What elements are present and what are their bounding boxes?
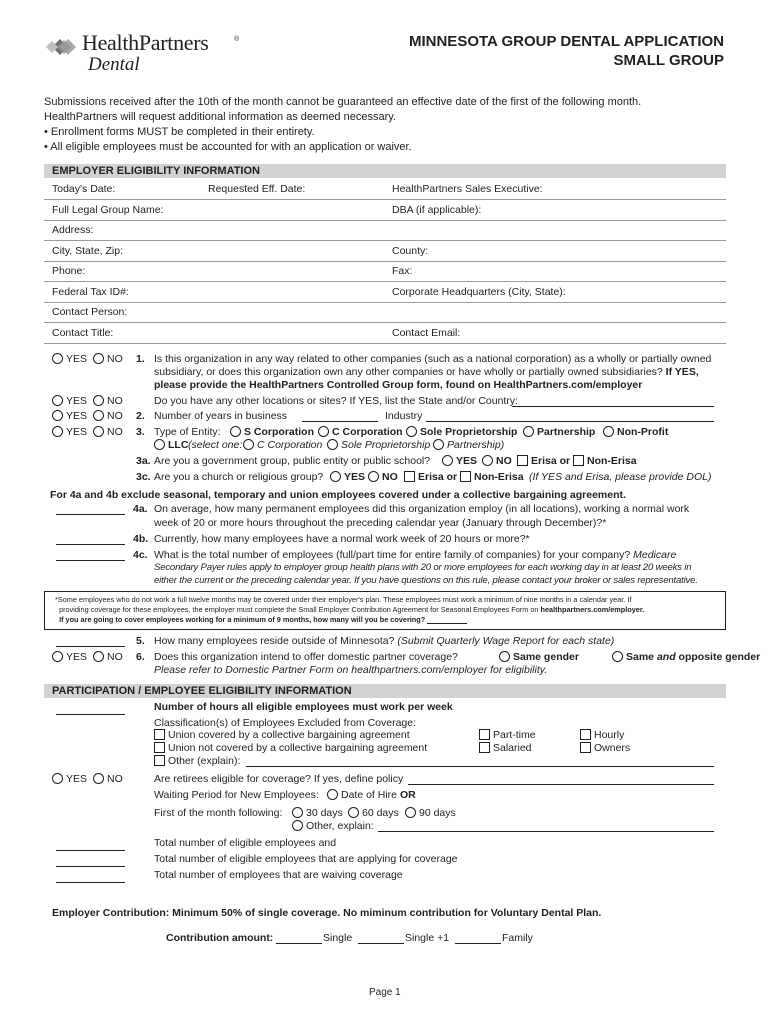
- q1-line-2: subsidiary, or does this organization own any other companies or have wholly or partially owned subsidiaries? If YES,: [154, 366, 699, 378]
- radio-icon: [482, 455, 493, 466]
- radio-icon: [52, 426, 63, 437]
- employer-contribution-text: Employer Contribution: Minimum 50% of single coverage. No miminum contribution for Voluntary Dental Plan.: [52, 907, 602, 919]
- label-contact-person: Contact Person:: [52, 306, 128, 318]
- entity-c-corp-radio[interactable]: C Corporation: [318, 426, 403, 438]
- q6-yes-radio[interactable]: YES: [52, 651, 87, 663]
- q1-line-1: Is this organization in any way related to other companies (such as a national corporation) as a wholly or partially owned: [154, 353, 712, 365]
- other-locations-yes-radio[interactable]: YES: [52, 395, 87, 407]
- divider: [44, 199, 726, 200]
- entity-llc-radio[interactable]: LLC: [154, 439, 188, 451]
- checkbox-icon: [479, 742, 490, 753]
- logo-registered: ®: [234, 36, 240, 43]
- checkbox-icon: [580, 742, 591, 753]
- q3c-number: 3c.: [136, 471, 151, 483]
- label-requested-eff-date: Requested Eff. Date:: [208, 183, 306, 195]
- union-covered-checkbox[interactable]: Union covered by a collective bargaining agreement: [154, 729, 410, 741]
- family-input[interactable]: [455, 932, 501, 944]
- total-waiving-input[interactable]: [56, 871, 125, 883]
- radio-icon: [93, 426, 104, 437]
- total-eligible-label: Total number of eligible employees and: [154, 837, 337, 849]
- owners-checkbox[interactable]: Owners: [580, 742, 630, 754]
- 60-days-radio[interactable]: 60 days: [348, 807, 399, 819]
- label-contact-title: Contact Title:: [52, 327, 114, 339]
- other-locations-no-radio[interactable]: NO: [93, 395, 123, 407]
- radio-icon: [52, 410, 63, 421]
- radio-icon: [292, 807, 303, 818]
- q3-yes-radio[interactable]: YES: [52, 426, 87, 438]
- q4a-input[interactable]: [56, 503, 125, 515]
- checkbox-icon: [460, 471, 471, 482]
- other-locations-input[interactable]: [512, 395, 714, 407]
- radio-icon: [442, 455, 453, 466]
- intro-line-4: • All eligible employees must be accounted for with an application or waiver.: [44, 141, 412, 153]
- form-subtitle: SMALL GROUP: [613, 52, 724, 69]
- q4c-line-1: What is the total number of employees (full/part time for entire family of companies) for your company? Medicare: [154, 549, 677, 561]
- section-employer-heading: EMPLOYER ELIGIBILITY INFORMATION: [44, 164, 726, 178]
- intro-line-3: • Enrollment forms MUST be completed in their entirety.: [44, 126, 315, 138]
- radio-icon: [368, 471, 379, 482]
- radio-icon: [93, 651, 104, 662]
- 30-days-radio[interactable]: 30 days: [292, 807, 343, 819]
- label-sales-exec: HealthPartners Sales Executive:: [392, 183, 543, 195]
- q2-number: 2.: [136, 410, 145, 422]
- radio-icon: [612, 651, 623, 662]
- years-in-business-input[interactable]: [302, 410, 378, 422]
- waiting-period-label: Waiting Period for New Employees:: [154, 789, 319, 801]
- q4c-line-3: either the current or the preceding calendar year. If you have questions on this rule, please contact your broker or sales representative.: [154, 575, 698, 586]
- radio-icon: [52, 395, 63, 406]
- industry-input[interactable]: [426, 410, 714, 422]
- q1-no-radio[interactable]: NO: [93, 353, 123, 365]
- total-applying-input[interactable]: [56, 855, 125, 867]
- q2-question: Number of years in business: [154, 410, 288, 422]
- q3-no-radio[interactable]: NO: [93, 426, 123, 438]
- single-plus-one-input[interactable]: [358, 932, 404, 944]
- divider: [44, 281, 726, 282]
- radio-icon: [523, 426, 534, 437]
- other-waiting-input[interactable]: [378, 820, 714, 832]
- q4b-input[interactable]: [56, 533, 125, 545]
- q6-same-opposite-radio[interactable]: Same and opposite gender: [612, 651, 760, 663]
- label-contact-email: Contact Email:: [392, 327, 461, 339]
- q3c-non-erisa-checkbox[interactable]: Non-Erisa: [460, 471, 524, 483]
- label-fax: Fax:: [392, 265, 413, 277]
- radio-icon: [243, 439, 254, 450]
- q3a-question: Are you a government group, public entity or public school?: [154, 455, 431, 467]
- llc-partnership-radio[interactable]: Partnership): [433, 439, 504, 451]
- divider: [44, 261, 726, 262]
- radio-icon: [93, 395, 104, 406]
- radio-icon: [52, 353, 63, 364]
- divider: [44, 343, 726, 344]
- llc-sole-prop-radio[interactable]: Sole Proprietorship: [327, 439, 430, 451]
- intro-line-1: Submissions received after the 10th of the month cannot be guaranteed an effective date of the first of the following month.: [44, 96, 642, 108]
- parttime-checkbox[interactable]: Part-time: [479, 729, 536, 741]
- q4c-line-2: Secondary Payer rules apply to employer group health plans with 20 or more employees for each working day in at least 20 weeks in: [154, 562, 692, 573]
- q6-same-gender-radio[interactable]: Same gender: [499, 651, 579, 663]
- other-waiting-radio[interactable]: Other, explain:: [292, 820, 374, 832]
- retirees-no-radio[interactable]: NO: [93, 773, 123, 785]
- union-not-covered-checkbox[interactable]: Union not covered by a collective bargaining agreement: [154, 742, 427, 754]
- family-label: Family: [502, 932, 533, 944]
- note-line-2: providing coverage for these employees, the employer must complete the Small Employer Contribution Agreement for Seasonal Employees Form on healthpartners.com/employer.: [59, 605, 645, 614]
- retirees-yes-radio[interactable]: YES: [52, 773, 87, 785]
- label-city-state-zip: City, State, Zip:: [52, 245, 123, 257]
- form-title: MINNESOTA GROUP DENTAL APPLICATION: [408, 33, 724, 50]
- note-line-3: If you are going to cover employees working for a minimum of 9 months, how many will you be covering?: [55, 615, 715, 625]
- label-county: County:: [392, 245, 429, 257]
- q5-question: How many employees reside outside of Minnesota? (Submit Quarterly Wage Report for each state): [154, 635, 615, 647]
- q6-number: 6.: [136, 651, 145, 663]
- q4a-number: 4a.: [133, 503, 148, 515]
- q6-note: Please refer to Domestic Partner Form on healthpartners.com/employer for eligibility.: [154, 664, 548, 676]
- checkbox-icon: [154, 729, 165, 740]
- logo-text: HealthPartners: [82, 30, 209, 55]
- checkbox-icon: [573, 455, 584, 466]
- hours-label: Number of hours all eligible employees must work per week: [154, 701, 453, 713]
- label-legal-name: Full Legal Group Name:: [52, 204, 164, 216]
- q3a-erisa-checkbox[interactable]: Erisa or: [517, 455, 570, 467]
- retirees-policy-input[interactable]: [408, 773, 714, 785]
- date-of-hire-radio[interactable]: Date of Hire OR: [327, 789, 416, 801]
- q6-question: Does this organization intend to offer domestic partner coverage?: [154, 651, 458, 663]
- entity-nonprofit-radio[interactable]: Non-Profit: [603, 426, 668, 438]
- hours-input[interactable]: [56, 703, 125, 715]
- single-label: Single: [323, 932, 353, 944]
- q5-input[interactable]: [56, 635, 125, 647]
- q3c-question: Are you a church or religious group?: [154, 471, 324, 483]
- llc-select-label: (select one:: [188, 439, 243, 451]
- label-corporate-hq: Corporate Headquarters (City, State):: [392, 286, 566, 298]
- radio-icon: [433, 439, 444, 450]
- checkbox-icon: [154, 755, 165, 766]
- total-applying-label: Total number of eligible employees that are applying for coverage: [154, 853, 458, 865]
- radio-icon: [230, 426, 241, 437]
- q3c-erisa-checkbox[interactable]: Erisa or: [404, 471, 457, 483]
- radio-icon: [93, 773, 104, 784]
- single-input[interactable]: [276, 932, 322, 944]
- 90-days-radio[interactable]: 90 days: [405, 807, 456, 819]
- q5-number: 5.: [136, 635, 145, 647]
- radio-icon: [154, 439, 165, 450]
- q2-no-radio[interactable]: NO: [93, 410, 123, 422]
- label-todays-date: Today's Date:: [52, 183, 116, 195]
- checkbox-icon: [479, 729, 490, 740]
- entity-sole-prop-radio[interactable]: Sole Proprietorship: [406, 426, 517, 438]
- q4-intro: For 4a and 4b exclude seasonal, temporary and union employees covered under a collective bargaining agreement.: [50, 489, 626, 501]
- radio-icon: [330, 471, 341, 482]
- divider: [44, 240, 726, 241]
- radio-icon: [93, 353, 104, 364]
- q4b-number: 4b.: [133, 533, 149, 545]
- divider: [44, 302, 726, 303]
- other-locations-question: Do you have any other locations or sites? If YES, list the State and/or Country:: [154, 395, 519, 407]
- radio-icon: [499, 651, 510, 662]
- label-dba: DBA (if applicable):: [392, 204, 482, 216]
- q1-yes-radio[interactable]: YES: [52, 353, 87, 365]
- salaried-checkbox[interactable]: Salaried: [479, 742, 532, 754]
- entity-s-corp-radio[interactable]: S Corporation: [230, 426, 314, 438]
- note-seasonal-count-input[interactable]: [427, 616, 467, 624]
- label-phone: Phone:: [52, 265, 86, 277]
- single-plus-one-label: Single +1: [405, 932, 450, 944]
- divider: [44, 220, 726, 221]
- llc-c-corp-radio[interactable]: C Corporation: [243, 439, 322, 451]
- seasonal-employees-note: [44, 591, 726, 630]
- q3a-number: 3a.: [136, 455, 151, 467]
- q3-number: 3.: [136, 426, 145, 438]
- label-tax-id: Federal Tax ID#:: [52, 286, 129, 298]
- contribution-amount-label: Contribution amount:: [166, 932, 274, 944]
- page-number: Page 1: [369, 987, 401, 998]
- q3c-note: (If YES and Erisa, please provide DOL): [529, 471, 712, 483]
- q2-yes-radio[interactable]: YES: [52, 410, 87, 422]
- intro-line-2: HealthPartners will request additional information as deemed necessary.: [44, 111, 396, 123]
- section-participation-heading: PARTICIPATION / EMPLOYEE ELIGIBILITY INFORMATION: [44, 684, 726, 698]
- q1-line-3: please provide the HealthPartners Controlled Group form, found on HealthPartners.com/employer: [154, 379, 643, 391]
- q4b-question: Currently, how many employees have a normal work week of 20 hours or more?*: [154, 533, 530, 545]
- hourly-checkbox[interactable]: Hourly: [580, 729, 624, 741]
- retirees-question: Are retirees eligible for coverage? If yes, define policy: [154, 773, 404, 785]
- industry-label: Industry: [385, 410, 423, 422]
- logo-subtext: Dental: [88, 54, 140, 75]
- q4a-line-2: week of 20 or more hours throughout the preceding calendar year (January through December)?*: [154, 517, 607, 529]
- q6-no-radio[interactable]: NO: [93, 651, 123, 663]
- radio-icon: [292, 820, 303, 831]
- total-eligible-input[interactable]: [56, 839, 125, 851]
- radio-icon: [406, 426, 417, 437]
- other-exclusion-checkbox[interactable]: Other (explain):: [154, 755, 240, 767]
- q3c-no-radio[interactable]: NO: [368, 471, 398, 483]
- checkbox-icon: [404, 471, 415, 482]
- q3a-no-radio[interactable]: NO: [482, 455, 512, 467]
- radio-icon: [318, 426, 329, 437]
- radio-icon: [405, 807, 416, 818]
- radio-icon: [327, 439, 338, 450]
- entity-partnership-radio[interactable]: Partnership: [523, 426, 595, 438]
- logo-diamonds-icon: [44, 32, 84, 62]
- q4c-input[interactable]: [56, 549, 125, 561]
- q3a-yes-radio[interactable]: YES: [442, 455, 477, 467]
- other-exclusion-input[interactable]: [246, 755, 714, 767]
- q4a-line-1: On average, how many permanent employees did this organization employ (in all locations), working a normal work: [154, 503, 690, 515]
- divider: [44, 322, 726, 323]
- radio-icon: [93, 410, 104, 421]
- radio-icon: [52, 651, 63, 662]
- q4c-number: 4c.: [133, 549, 148, 561]
- q3-label: Type of Entity:: [154, 426, 221, 438]
- radio-icon: [52, 773, 63, 784]
- q3c-yes-radio[interactable]: YES: [330, 471, 365, 483]
- q3a-non-erisa-checkbox[interactable]: Non-Erisa: [573, 455, 637, 467]
- checkbox-icon: [154, 742, 165, 753]
- classification-label: Classification(s) of Employees Excluded from Coverage:: [154, 717, 417, 729]
- checkbox-icon: [517, 455, 528, 466]
- checkbox-icon: [580, 729, 591, 740]
- q1-number: 1.: [136, 353, 145, 365]
- radio-icon: [327, 789, 338, 800]
- total-waiving-label: Total number of employees that are waiving coverage: [154, 869, 403, 881]
- label-address: Address:: [52, 224, 94, 236]
- radio-icon: [348, 807, 359, 818]
- first-month-label: First of the month following:: [154, 807, 283, 819]
- radio-icon: [603, 426, 614, 437]
- note-line-1: *Some employees who do not work a full twelve months may be covered under their employer's plan. These employees must work a minimum of nine months in a calendar year. If: [55, 595, 632, 604]
